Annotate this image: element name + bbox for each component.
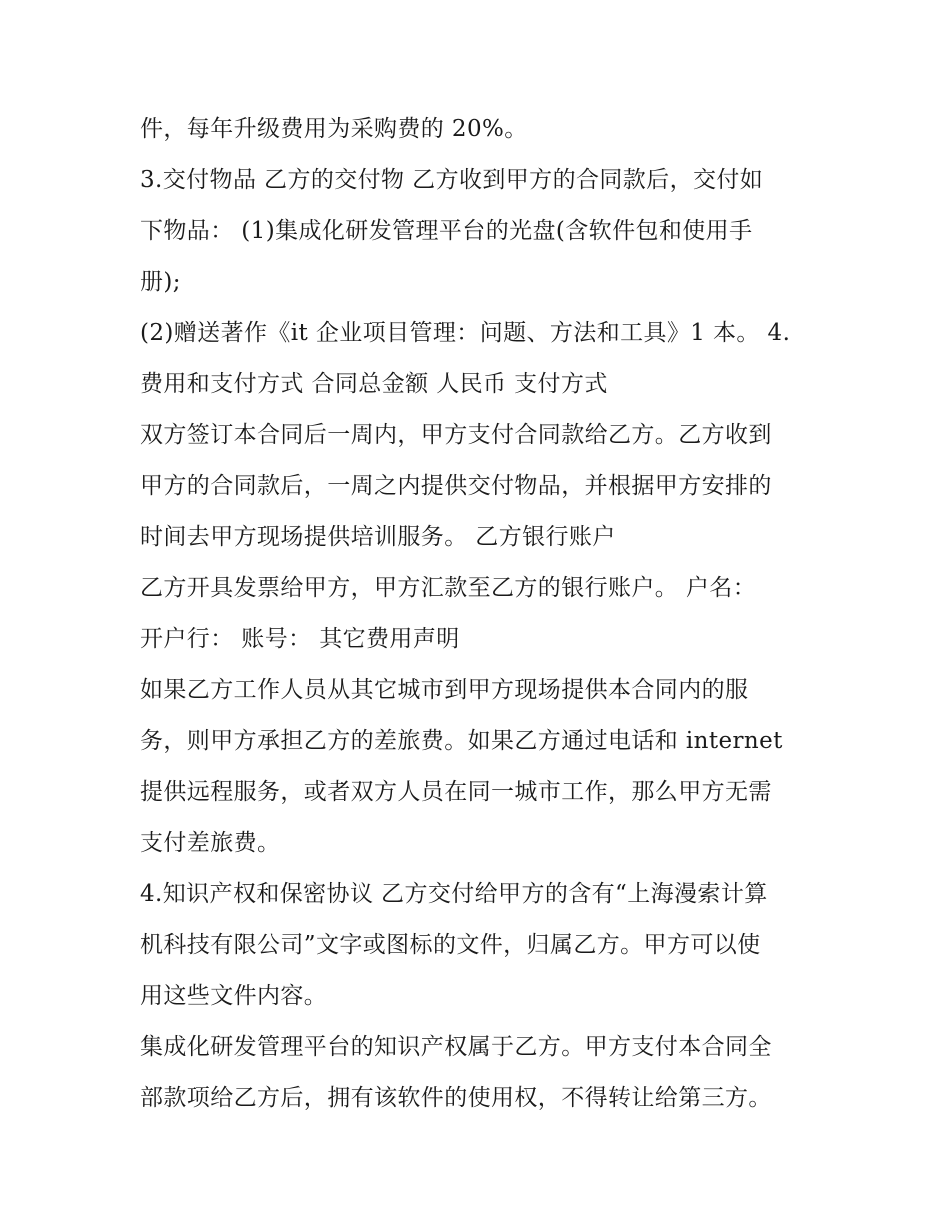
text-line: 如果乙方工作人员从其它城市到甲方现场提供本合同内的服	[140, 677, 749, 703]
text-line: 务，则甲方承担乙方的差旅费。如果乙方通过电话和 internet	[140, 728, 783, 754]
text-line: (2)赠送著作《it 企业项目管理：问题、方法和工具》1 本。 4.	[140, 320, 791, 346]
text-line: 开户行： 账号： 其它费用声明	[140, 626, 460, 652]
text-line: 用这些文件内容。	[140, 983, 328, 1009]
text-line: 部款项给乙方后，拥有该软件的使用权，不得转让给第三方。	[140, 1085, 772, 1111]
text-line: 时间去甲方现场提供培训服务。 乙方银行账户	[140, 524, 616, 550]
text-line: 册);	[140, 269, 181, 295]
text-line: 乙方开具发票给甲方，甲方汇款至乙方的银行账户。 户名：	[140, 575, 757, 601]
text-line: 机科技有限公司”文字或图标的文件，归属乙方。甲方可以使	[140, 932, 761, 958]
text-line: 支付差旅费。	[140, 830, 281, 856]
text-line: 件，每年升级费用为采购费的 20%。	[140, 116, 528, 142]
text-line: 3.交付物品 乙方的交付物 乙方收到甲方的合同款后，交付如	[140, 167, 764, 193]
text-line: 甲方的合同款后，一周之内提供交付物品，并根据甲方安排的	[140, 473, 772, 499]
text-line: 费用和支付方式 合同总金额 人民币 支付方式	[140, 371, 608, 397]
text-line: 双方签订本合同后一周内，甲方支付合同款给乙方。乙方收到	[140, 422, 772, 448]
text-line: 提供远程服务，或者双方人员在同一城市工作，那么甲方无需	[140, 779, 772, 805]
text-line: 4.知识产权和保密协议 乙方交付给甲方的含有“上海漫索计算	[140, 881, 768, 907]
text-line: 集成化研发管理平台的知识产权属于乙方。甲方支付本合同全	[140, 1034, 772, 1060]
document-body	[140, 104, 820, 1124]
text-line: 下物品： (1)集成化研发管理平台的光盘(含软件包和使用手	[140, 218, 753, 244]
